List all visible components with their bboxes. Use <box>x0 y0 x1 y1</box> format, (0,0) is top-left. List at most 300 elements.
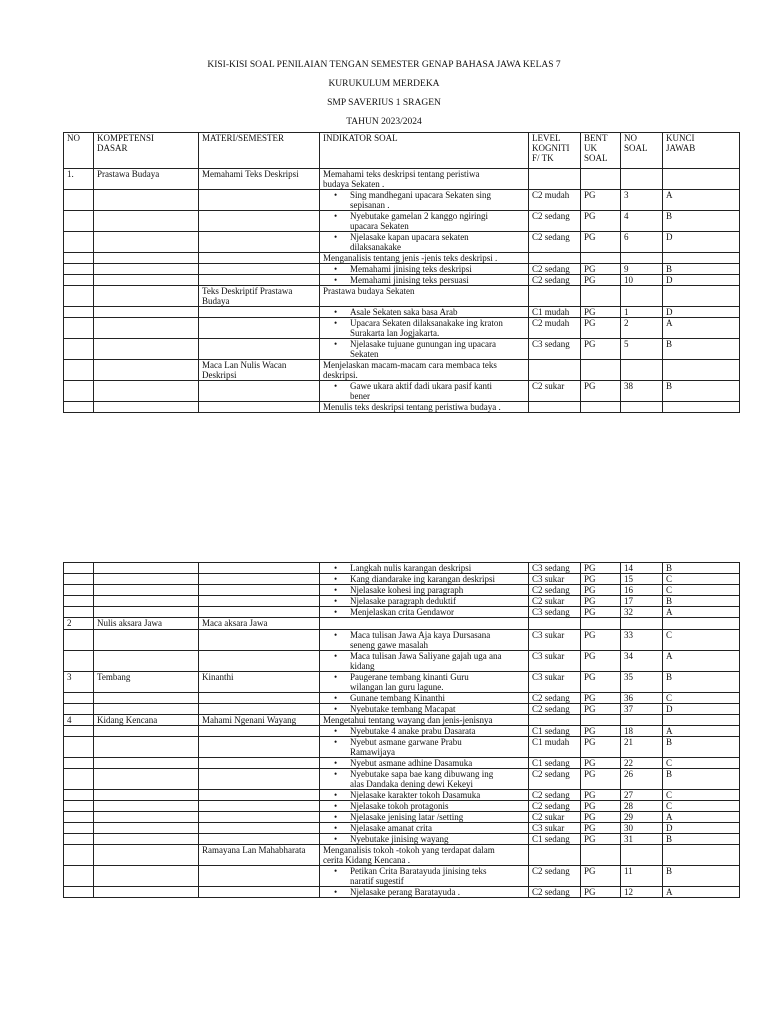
cell-level: C1 mudah <box>529 737 581 758</box>
cell-materi <box>199 232 320 253</box>
table-row <box>64 758 740 769</box>
cell-indikator <box>320 618 529 630</box>
cell-no <box>64 211 94 232</box>
indikator-text: Sekaten <box>350 349 379 359</box>
indikator-text: Prastawa budaya Sekaten <box>323 286 415 296</box>
cell-no-soal: 18 <box>621 726 663 737</box>
cell-bentuk <box>581 715 621 726</box>
cell-kunci: D <box>663 823 740 834</box>
cell-kunci: A <box>663 318 740 339</box>
indikator-text: Nyebutake sapa bae kang dibuwang ing <box>350 769 494 779</box>
indikator-text: Kang diandarake ing karangan deskripsi <box>350 574 495 584</box>
cell-level: C2 mudah <box>529 318 581 339</box>
indikator-text: cerita Kidang Kencana . <box>323 855 410 865</box>
cell-indikator <box>320 264 529 275</box>
indikator-text: Nyebutake jinising wayang <box>350 834 449 844</box>
indikator-text: Sing mandhegani upacara Sekaten sing <box>350 190 491 200</box>
cell-materi <box>199 275 320 286</box>
indikator-text: Nyebutake gamelan 2 kanggo ngiringi <box>350 211 488 221</box>
cell-level: C2 sedang <box>529 232 581 253</box>
bullet-icon: • <box>334 672 338 682</box>
cell-no <box>64 693 94 704</box>
indikator-text: Memahami jinising teks deskripsi <box>350 264 472 274</box>
cell-no <box>64 801 94 812</box>
cell-indikator <box>320 812 529 823</box>
cell-no-soal: 15 <box>621 574 663 585</box>
bullet-icon: • <box>334 190 338 200</box>
table-row <box>64 845 740 866</box>
cell-indikator <box>320 381 529 402</box>
cell-no-soal: 1 <box>621 307 663 318</box>
cell-level: C1 sedang <box>529 834 581 845</box>
cell-no <box>64 402 94 413</box>
bullet-icon: • <box>334 769 338 779</box>
cell-indikator <box>320 693 529 704</box>
cell-no-soal: 6 <box>621 232 663 253</box>
cell-kunci: B <box>663 596 740 607</box>
table-row <box>64 726 740 737</box>
table-row <box>64 275 740 286</box>
cell-materi <box>199 318 320 339</box>
cell-no <box>64 769 94 790</box>
table-row <box>64 887 740 898</box>
cell-bentuk: PG <box>581 574 621 585</box>
cell-bentuk: PG <box>581 887 621 898</box>
cell-no <box>64 630 94 651</box>
cell-level: C2 sedang <box>529 866 581 887</box>
cell-kompetensi <box>94 630 199 651</box>
bullet-icon: • <box>334 275 338 285</box>
cell-kunci <box>663 618 740 630</box>
indikator-text: wilangan lan guru lagune. <box>350 682 444 692</box>
cell-no-soal: 9 <box>621 264 663 275</box>
cell-no <box>64 726 94 737</box>
cell-indikator <box>320 574 529 585</box>
cell-indikator <box>320 253 529 264</box>
bullet-icon: • <box>334 318 338 328</box>
cell-no <box>64 275 94 286</box>
col-header-level: LEVEL KOGNITI F/ TK <box>529 133 581 169</box>
bullet-icon: • <box>334 812 338 822</box>
table-row <box>64 812 740 823</box>
cell-kunci: B <box>663 866 740 887</box>
table-row <box>64 651 740 672</box>
indikator-text: Gunane tembang Kinanthi <box>350 693 445 703</box>
cell-kunci: C <box>663 693 740 704</box>
cell-kunci: C <box>663 758 740 769</box>
cell-indikator <box>320 790 529 801</box>
cell-kunci: B <box>663 563 740 574</box>
cell-kunci: A <box>663 887 740 898</box>
indikator-text: Gawe ukara aktif dadi ukara pasif kanti <box>350 381 492 391</box>
cell-materi <box>199 307 320 318</box>
cell-level: C2 sedang <box>529 704 581 715</box>
cell-no <box>64 823 94 834</box>
table-row <box>64 585 740 596</box>
cell-kunci: B <box>663 264 740 275</box>
cell-no: 3 <box>64 672 94 693</box>
indikator-text: Menganalisis tokoh -tokoh yang terdapat dalam <box>323 845 495 855</box>
indikator-text: Menganalisis tentang jenis -jenis teks deskripsi . <box>323 253 498 263</box>
cell-level: C1 mudah <box>529 307 581 318</box>
cell-bentuk: PG <box>581 563 621 574</box>
bullet-icon: • <box>334 704 338 714</box>
cell-indikator <box>320 737 529 758</box>
indikator-text: Njelasake kapan upacara sekaten <box>350 232 469 242</box>
indikator-text: Njelasake tokoh protagonis <box>350 801 449 811</box>
cell-materi <box>199 607 320 618</box>
cell-no-soal: 31 <box>621 834 663 845</box>
cell-no-soal: 5 <box>621 339 663 360</box>
cell-bentuk: PG <box>581 607 621 618</box>
cell-bentuk: PG <box>581 834 621 845</box>
indikator-text: Surakarta lan Jogjakarta. <box>350 328 440 338</box>
cell-bentuk: PG <box>581 264 621 275</box>
table-row <box>64 607 740 618</box>
indikator-text: Paugerane tembang kinanti Guru <box>350 672 469 682</box>
bullet-icon: • <box>334 596 338 606</box>
cell-level: C2 sedang <box>529 769 581 790</box>
cell-kunci: B <box>663 211 740 232</box>
cell-level: C2 mudah <box>529 190 581 211</box>
cell-bentuk: PG <box>581 651 621 672</box>
cell-bentuk: PG <box>581 275 621 286</box>
cell-level: C3 sukar <box>529 672 581 693</box>
cell-kompetensi <box>94 585 199 596</box>
cell-level <box>529 360 581 381</box>
col-header-kompetensi: KOMPETENSI DASAR <box>94 133 199 169</box>
cell-indikator <box>320 318 529 339</box>
cell-bentuk: PG <box>581 693 621 704</box>
cell-kunci: D <box>663 704 740 715</box>
cell-level: C2 sedang <box>529 211 581 232</box>
cell-bentuk: PG <box>581 823 621 834</box>
cell-no-soal: 28 <box>621 801 663 812</box>
table-row <box>64 769 740 790</box>
cell-materi <box>199 190 320 211</box>
header-curriculum: KURUKULUM MERDEKA <box>328 79 440 89</box>
cell-bentuk: PG <box>581 339 621 360</box>
cell-no <box>64 887 94 898</box>
cell-kompetensi <box>94 693 199 704</box>
cell-level: C2 sukar <box>529 381 581 402</box>
cell-indikator <box>320 169 529 190</box>
indikator-text: Memahami jinising teks persuasi <box>350 275 469 285</box>
cell-level <box>529 253 581 264</box>
cell-materi <box>199 823 320 834</box>
cell-materi: Mahami Ngenani Wayang <box>199 715 320 726</box>
cell-indikator <box>320 758 529 769</box>
cell-no <box>64 574 94 585</box>
cell-kompetensi <box>94 866 199 887</box>
cell-kunci: B <box>663 672 740 693</box>
cell-no-soal: 21 <box>621 737 663 758</box>
table-row <box>64 790 740 801</box>
cell-level: C2 sedang <box>529 887 581 898</box>
cell-no-soal: 11 <box>621 866 663 887</box>
indikator-text: Petikan Crita Baratayuda jinising teks <box>350 866 487 876</box>
indikator-text: naratif sugestif <box>350 876 404 886</box>
cell-no-soal: 27 <box>621 790 663 801</box>
cell-materi <box>199 211 320 232</box>
cell-materi <box>199 381 320 402</box>
cell-kunci: B <box>663 381 740 402</box>
cell-indikator <box>320 801 529 812</box>
cell-no <box>64 339 94 360</box>
cell-no <box>64 834 94 845</box>
cell-no-soal <box>621 618 663 630</box>
cell-no <box>64 866 94 887</box>
cell-kunci: A <box>663 812 740 823</box>
table-row <box>64 360 740 381</box>
cell-materi <box>199 264 320 275</box>
bullet-icon: • <box>334 585 338 595</box>
cell-materi <box>199 737 320 758</box>
cell-no-soal: 34 <box>621 651 663 672</box>
col-header-no: NO <box>64 133 94 169</box>
indikator-text: Njelasake kohesi ing paragraph <box>350 585 464 595</box>
cell-no-soal: 36 <box>621 693 663 704</box>
col-header-indikator: INDIKATOR SOAL <box>320 133 529 169</box>
cell-kunci <box>663 360 740 381</box>
cell-kompetensi <box>94 790 199 801</box>
cell-no <box>64 845 94 866</box>
cell-bentuk <box>581 360 621 381</box>
cell-materi: Kinanthi <box>199 672 320 693</box>
cell-level: C2 sedang <box>529 790 581 801</box>
cell-materi <box>199 339 320 360</box>
cell-level: C3 sedang <box>529 339 581 360</box>
cell-level <box>529 845 581 866</box>
cell-kompetensi <box>94 211 199 232</box>
cell-kunci <box>663 286 740 307</box>
cell-kompetensi <box>94 190 199 211</box>
cell-no: 4 <box>64 715 94 726</box>
table-row <box>64 169 740 190</box>
cell-no-soal: 17 <box>621 596 663 607</box>
cell-indikator <box>320 769 529 790</box>
table-row <box>64 823 740 834</box>
table-row <box>64 232 740 253</box>
cell-no: 2 <box>64 618 94 630</box>
cell-no-soal: 12 <box>621 887 663 898</box>
kisi-kisi-table-page-1 <box>63 132 740 413</box>
cell-materi <box>199 769 320 790</box>
cell-no-soal: 32 <box>621 607 663 618</box>
cell-kunci: B <box>663 737 740 758</box>
cell-bentuk: PG <box>581 232 621 253</box>
indikator-text: Maca tulisan Jawa Saliyane gajah uga ana <box>350 651 502 661</box>
table-row <box>64 618 740 630</box>
cell-materi <box>199 585 320 596</box>
cell-kompetensi <box>94 651 199 672</box>
cell-no-soal: 37 <box>621 704 663 715</box>
indikator-text: Maca tulisan Jawa Aja kaya Dursasana <box>350 630 491 640</box>
cell-kompetensi <box>94 574 199 585</box>
bullet-icon: • <box>334 651 338 661</box>
cell-no <box>64 307 94 318</box>
cell-bentuk: PG <box>581 737 621 758</box>
indikator-text: Upacara Sekaten dilaksanakake ing kraton <box>350 318 503 328</box>
cell-level <box>529 169 581 190</box>
cell-no <box>64 758 94 769</box>
table-row <box>64 381 740 402</box>
header-year: TAHUN 2023/2024 <box>346 117 422 127</box>
table-header-row <box>64 133 740 169</box>
cell-kunci <box>663 253 740 264</box>
cell-kompetensi <box>94 845 199 866</box>
cell-level: C3 sukar <box>529 630 581 651</box>
cell-kompetensi: Tembang <box>94 672 199 693</box>
col-header-kunci: KUNCI JAWAB <box>663 133 740 169</box>
indikator-text: Njelasake perang Baratayuda . <box>350 887 460 897</box>
cell-materi <box>199 704 320 715</box>
header-title: KISI-KISI SOAL PENILAIAN TENGAN SEMESTER GENAP BAHASA JAWA KELAS 7 <box>207 60 561 70</box>
table-row <box>64 574 740 585</box>
cell-bentuk: PG <box>581 211 621 232</box>
cell-kompetensi <box>94 704 199 715</box>
cell-materi <box>199 574 320 585</box>
cell-level <box>529 402 581 413</box>
indikator-text: bener <box>350 391 370 401</box>
cell-level: C3 sedang <box>529 607 581 618</box>
cell-indikator <box>320 232 529 253</box>
indikator-text: Nyebutake tembang Macapat <box>350 704 456 714</box>
bullet-icon: • <box>334 307 338 317</box>
cell-materi <box>199 790 320 801</box>
cell-materi <box>199 834 320 845</box>
cell-no: 1. <box>64 169 94 190</box>
table-row <box>64 286 740 307</box>
bullet-icon: • <box>334 887 338 897</box>
indikator-text: Mengetahui tentang wayang dan jenis-jenisnya <box>323 715 493 725</box>
cell-indikator <box>320 887 529 898</box>
indikator-text: Nyebut asmane garwane Prabu <box>350 737 462 747</box>
cell-no <box>64 232 94 253</box>
table-row <box>64 866 740 887</box>
cell-no-soal: 30 <box>621 823 663 834</box>
cell-materi <box>199 563 320 574</box>
cell-no-soal <box>621 360 663 381</box>
cell-materi <box>199 630 320 651</box>
bullet-icon: • <box>334 834 338 844</box>
indikator-text: Njelasake amanat crita <box>350 823 432 833</box>
header-school: SMP SAVERIUS 1 SRAGEN <box>327 98 441 108</box>
cell-bentuk <box>581 402 621 413</box>
table-row <box>64 339 740 360</box>
cell-kunci: A <box>663 607 740 618</box>
bullet-icon: • <box>334 726 338 736</box>
cell-kunci <box>663 845 740 866</box>
bullet-icon: • <box>334 607 338 617</box>
cell-bentuk: PG <box>581 866 621 887</box>
bullet-icon: • <box>334 823 338 833</box>
cell-kompetensi <box>94 823 199 834</box>
indikator-text: upacara Sekaten <box>350 221 409 231</box>
bullet-icon: • <box>334 381 338 391</box>
table-row <box>64 737 740 758</box>
cell-no-soal: 33 <box>621 630 663 651</box>
table-row <box>64 672 740 693</box>
cell-kompetensi <box>94 360 199 381</box>
bullet-icon: • <box>334 790 338 800</box>
cell-no <box>64 737 94 758</box>
cell-indikator <box>320 823 529 834</box>
cell-kunci: D <box>663 275 740 286</box>
indikator-text: Memahami teks deskripsi tentang peristiwa <box>323 169 480 179</box>
cell-kunci <box>663 402 740 413</box>
cell-indikator <box>320 651 529 672</box>
table-row <box>64 630 740 651</box>
cell-kunci: C <box>663 790 740 801</box>
cell-level <box>529 715 581 726</box>
cell-kunci: A <box>663 190 740 211</box>
cell-bentuk: PG <box>581 758 621 769</box>
cell-indikator <box>320 286 529 307</box>
cell-kompetensi <box>94 381 199 402</box>
cell-no <box>64 585 94 596</box>
cell-level: C3 sukar <box>529 651 581 672</box>
indikator-text: budaya Sekaten . <box>323 179 385 189</box>
cell-kompetensi <box>94 253 199 264</box>
cell-kunci: B <box>663 339 740 360</box>
cell-materi <box>199 726 320 737</box>
bullet-icon: • <box>334 339 338 349</box>
cell-no <box>64 596 94 607</box>
cell-no-soal: 35 <box>621 672 663 693</box>
cell-no <box>64 651 94 672</box>
document-header <box>0 60 768 127</box>
bullet-icon: • <box>334 801 338 811</box>
bullet-icon: • <box>334 866 338 876</box>
bullet-icon: • <box>334 563 338 573</box>
cell-materi <box>199 693 320 704</box>
table-row <box>64 693 740 704</box>
cell-no <box>64 381 94 402</box>
cell-no-soal <box>621 253 663 264</box>
cell-bentuk: PG <box>581 630 621 651</box>
cell-bentuk <box>581 845 621 866</box>
bullet-icon: • <box>334 693 338 703</box>
cell-level: C2 sedang <box>529 693 581 704</box>
cell-kompetensi <box>94 769 199 790</box>
cell-kunci: C <box>663 585 740 596</box>
cell-kompetensi <box>94 737 199 758</box>
cell-level: C3 sedang <box>529 563 581 574</box>
cell-kompetensi <box>94 275 199 286</box>
cell-kompetensi <box>94 607 199 618</box>
cell-kunci: D <box>663 307 740 318</box>
indikator-text: Njelasake jenising latar /setting <box>350 812 464 822</box>
cell-bentuk: PG <box>581 704 621 715</box>
bullet-icon: • <box>334 737 338 747</box>
cell-bentuk: PG <box>581 596 621 607</box>
table-row <box>64 801 740 812</box>
cell-materi: Maca Lan Nulis Wacan Deskripsi <box>199 360 320 381</box>
cell-no-soal <box>621 845 663 866</box>
cell-bentuk: PG <box>581 812 621 823</box>
indikator-text: Menulis teks deskripsi tentang peristiwa budaya . <box>323 402 501 412</box>
cell-no-soal <box>621 402 663 413</box>
cell-no-soal: 38 <box>621 381 663 402</box>
table-row <box>64 318 740 339</box>
cell-no <box>64 360 94 381</box>
cell-kunci: B <box>663 769 740 790</box>
table-row <box>64 596 740 607</box>
table-row <box>64 253 740 264</box>
cell-bentuk: PG <box>581 769 621 790</box>
cell-kompetensi: Prastawa Budaya <box>94 169 199 190</box>
